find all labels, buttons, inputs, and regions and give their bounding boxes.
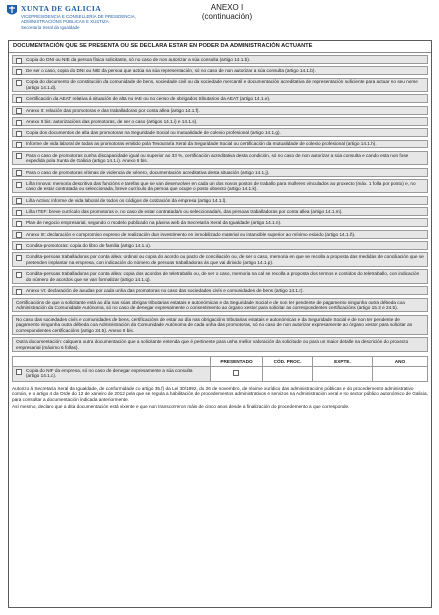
document-checkbox[interactable] xyxy=(16,182,22,188)
document-row xyxy=(12,117,428,126)
header xyxy=(6,2,433,38)
document-label: Anexo II: relación das promotoras e das traballadoras por conta allea (artigo 14.1.f). xyxy=(26,107,200,113)
document-checkbox[interactable] xyxy=(16,289,22,295)
nif-row-label xyxy=(13,367,210,381)
document-checkbox[interactable] xyxy=(16,170,22,176)
other-docs-text: Outra documentación: calquera outra documentación que a solicitante entenda que é pertinente para unha mellor valoración da solicitude ou para un maior detalle na descrición do proxecto empresarial (máximo 6 follas). xyxy=(16,339,409,350)
document-checkbox[interactable] xyxy=(16,198,22,204)
document-row xyxy=(12,140,428,149)
document-label: Copia dos documentos de alta das promotoras na Seguridade Social ou mutualidade de colexio profesional (artigo 14.1.g). xyxy=(26,130,281,136)
document-label: Informe de vida laboral de todas as promotoras emitido pola Tesouraría Xeral da Seguridade Social ou certificación da mutualidade de colexio profesional (artigo 14.1.h). xyxy=(26,141,377,147)
document-row xyxy=(12,207,428,216)
other-docs-row xyxy=(12,337,428,351)
document-row xyxy=(12,106,428,115)
document-label: Para o caso de promotoras cunha discapacidade igual ou superior ao 33 %, certificación acreditativa desta condición, só no caso de non autorizar a súa consulta e cando esta non fose expedida pola Xunta de Galicia (artigo 14.1.i). Anexo II bis. xyxy=(26,152,409,164)
document-checkbox[interactable] xyxy=(16,120,22,126)
authorization-paragraph: Autorizo á Secretaría Xeral da Igualdade, de conformidade co artigo 35.f) da Lei 30/1992, do 26 de novembro, de réxime xurídico das administracións públicas e do procedemento administrativo común, e o artigo 4 da Orde do 12 de xaneiro de 2012 pola que se regula a habilitación de procedementos administrativos e servizos na Administración xeral e no sector público autonómico de Galicia, para consultar a documentación indicada anteriormente. xyxy=(12,385,428,402)
document-checkbox[interactable] xyxy=(16,142,22,148)
document-row xyxy=(12,168,428,177)
col-presentado: PRESENTADO xyxy=(210,357,262,366)
document-label: Liña Innova: memoria descritiva das funcións e tarefas que se van desenvolver en cada un dos novos postos de traballo para mulleres vinculados ao proxecto (máx. 1 folla por posto) e, no caso de estar contratada ou seleccionada, breve currículo da persoa que ocupe o posto obxecto (artigo 14.1.k). xyxy=(26,180,416,192)
annex-heading xyxy=(182,3,272,21)
col-ano: ANO xyxy=(372,357,427,366)
document-row xyxy=(12,196,428,205)
brand-name: XUNTA DE GALICIA xyxy=(21,4,102,13)
xunta-emblem-icon xyxy=(6,4,18,18)
col-cod-proc: CÓD. PROC. xyxy=(262,357,312,366)
document-row xyxy=(12,241,428,250)
annex-title: ANEXO I xyxy=(210,3,244,12)
document-row xyxy=(12,269,428,283)
col-expte: EXPTE. xyxy=(312,357,372,366)
document-row xyxy=(12,128,428,137)
document-row xyxy=(12,66,428,75)
societies-row xyxy=(12,315,428,335)
document-checkbox[interactable] xyxy=(16,108,22,114)
societies-text: No caso das sociedades civís e comunidades de bens, certificacións de estar ao día nas obrigacións tributarias estatais e autonómicas e da Seguridade Social e de non ter pendente de pagamento ningunha outra débeda coa Administración da Comunidade Autónoma de cada unha das promotoras, só no caso de non autorizar expresamente ao órgano xestor para solicitar as correspondentes certificacións (artigo 24.5). Anexo II bis. xyxy=(16,316,413,333)
document-label: Plan de negocio empresarial, segundo o modelo publicado na páxina web da Secretaría Xeral da Igualdade (artigo 14.1.n). xyxy=(26,220,282,226)
xunta-logo xyxy=(6,4,156,36)
table-row xyxy=(13,367,427,381)
table-header xyxy=(13,357,427,367)
document-checkbox[interactable] xyxy=(16,232,22,238)
document-row xyxy=(12,179,428,193)
document-checkbox[interactable] xyxy=(16,131,22,137)
expte-field[interactable] xyxy=(312,367,372,381)
annex-continuation: (continuación) xyxy=(201,12,253,21)
document-row xyxy=(12,286,428,295)
document-label: Liña Activa: informe de vida laboral de todos os códigos de cotización da empresa (artigo 14.1.l). xyxy=(26,197,227,203)
document-label: Condita-promotoras: copia do libro de familia (artigo 14.1.o). xyxy=(26,242,152,248)
cod-proc-field[interactable] xyxy=(262,367,312,381)
document-list xyxy=(9,53,431,295)
document-label: Copia do documento de constitución da comunidade de bens, sociedade civil ou da sociedade mercantil e documentación acreditativa de representación suficiente para actuar no seu nome (artigo 14.1.d). xyxy=(26,79,418,90)
authorization-text xyxy=(12,386,428,409)
document-label: Condita-persoas traballadoras por conta allea: ordinal ou copia do acordo ou pacto de conciliación ou, de ser o caso, memoria en que se recolla a proposta das medidas de conciliación que se pretenden implantar na empresa, con indicación do número de persoas traballadoras ás que vai dirixido (artigo 14.1.p). xyxy=(26,254,424,265)
document-label: Condita-persoas traballadoras por conta allea: copia dos acordos de teletraballo ou, de ser o caso, memoria na cal se recolla a proposta dos termos e contidos do teletraballo, con indicación do número de acordos que se van formalizar (artigo 14.1.q). xyxy=(26,270,420,282)
document-checkbox[interactable] xyxy=(16,244,22,250)
document-checkbox[interactable] xyxy=(16,153,22,159)
document-label: Liña ITEF: breve currículo das promotoras e, no caso de estar contratada/s ou seleccionada/s, das persoas traballadoras por conta allea (artigo 14.1.m). xyxy=(26,208,343,214)
document-checkbox[interactable] xyxy=(16,58,22,64)
additional-documents xyxy=(12,298,428,382)
document-checkbox[interactable] xyxy=(16,255,22,261)
presentado-cell xyxy=(210,367,262,381)
document-label: Para o caso de promotoras vítimas de violencia de xénero, documentación acreditativa desta situación (artigo 14.1.j). xyxy=(26,169,270,175)
document-label: Anexo II bis: autorizacións das promotoras, de ser o caso (artigos 14.1.i) e 14.1.s). xyxy=(26,118,198,124)
document-checkbox[interactable] xyxy=(16,69,22,75)
documentation-section xyxy=(8,40,432,608)
document-row xyxy=(12,252,428,266)
document-label: Anexo VI: declaración de axudas por cada unha das promotoras no caso das sociedades civís e comunidades de bens (artigo 14.1.r). xyxy=(26,287,304,293)
document-checkbox[interactable] xyxy=(16,210,22,216)
dept-line-2: ADMINISTRACIÓNS PÚBLICAS E XUSTIZA xyxy=(21,19,109,24)
nif-checkbox[interactable] xyxy=(16,369,22,375)
document-row xyxy=(12,55,428,64)
certifications-text: Certificacións de que a solicitante está ao día nas súas obrigas tributarias estatais e autonómicas e da Seguridade Social e de non ter pendente de pagamento ningunha outra débeda coa Administración da Comunidade Autónoma, só no caso de denegar expresamente o consentimento ao órgano xestor para solicitar as correspondentes certificacións (artigo 15.3 e 24.5). xyxy=(16,299,405,311)
certifications-row xyxy=(12,298,428,312)
dept-line-1: VICEPRESIDENCIA E CONSELLERÍA DE PRESIDENCIA, xyxy=(21,14,136,19)
document-row xyxy=(12,151,428,165)
document-row xyxy=(12,78,428,92)
document-label: Copia do DNI ou NIE da persoa física solicitante, só no caso de non autorizar a súa consulta (artigo 14.1.b). xyxy=(26,56,251,62)
dept-line-3: Secretaría Xeral da Igualdade xyxy=(21,25,80,30)
section-title: DOCUMENTACIÓN QUE SE PRESENTA OU SE DECLARA ESTAR EN PODER DA ADMINISTRACIÓN ACTUANTE xyxy=(9,41,431,53)
document-row xyxy=(12,94,428,103)
document-checkbox[interactable] xyxy=(16,97,22,103)
document-row xyxy=(12,230,428,239)
document-label: De ser o caso, copia do DNI ou NIE da persoa que actúa na súa representación, só no caso de non autorizar a súa consulta (artigo 14.1.b). xyxy=(26,68,316,74)
presented-table xyxy=(12,356,428,382)
declaration-paragraph: Así mesmo, declaro que a dita documentación está vixente e que non transcorreron máis de cinco anos desde a finalización do procedemento a que corresponde. xyxy=(12,403,350,409)
document-label: Certificación da AEAT relativa á situación de alta no IAE ou no censo de obrigados tributarios da AEAT (artigo 14.1.e). xyxy=(26,96,271,102)
presentado-checkbox[interactable] xyxy=(233,370,239,376)
document-checkbox[interactable] xyxy=(16,272,22,278)
document-label: Anexo III: declaración e compromiso expreso de realización dun investimento en inmobilizado material ou intanxible superior ao mínimo esixido (artigo 14.1.ñ). xyxy=(26,231,356,237)
nif-label: Copia do NIF da empresa, só no caso de denegar expresamente a súa consulta (artigo 14.1.c). xyxy=(26,367,193,379)
document-checkbox[interactable] xyxy=(16,221,22,227)
ano-field[interactable] xyxy=(372,367,427,381)
document-row xyxy=(12,218,428,227)
document-checkbox[interactable] xyxy=(16,80,22,86)
